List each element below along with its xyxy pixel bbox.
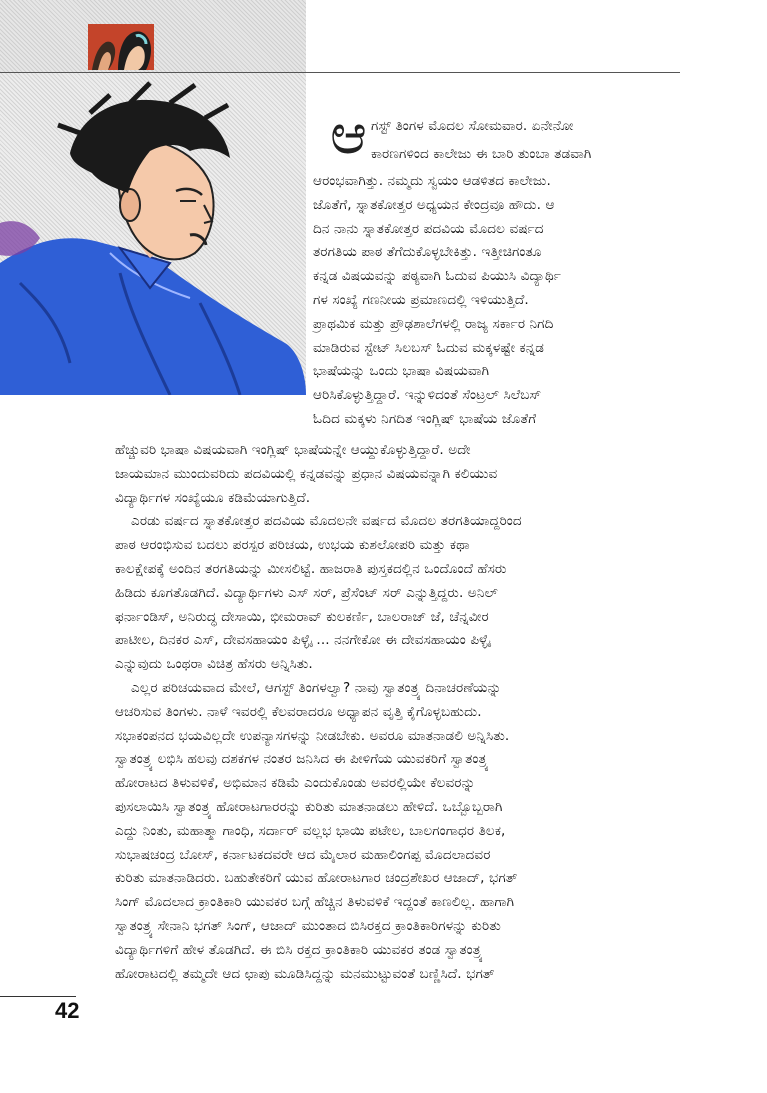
article-line: ಆಚರಿಸುವ ತಿಂಗಳು. ನಾಳೆ ಇವರಲ್ಲಿ ಕೆಲವರಾದರೂ ಅಧ್ಯಾಪನ ವೃತ್ತಿ ಕೈಗೊಳ್ಳಬಹುದು. <box>115 703 482 720</box>
article-line: ಆರಂಭವಾಗಿತ್ತು. ನಮ್ಮದು ಸ್ವಯಂ ಆಡಳಿತದ ಕಾಲೇಜು. <box>313 173 551 189</box>
article-line: ಹೆಚ್ಚುವರಿ ಭಾಷಾ ವಿಷಯವಾಗಿ ಇಂಗ್ಲಿಷ್ ಭಾಷೆಯನ್ನೇ ಆಯ್ದುಕೊಳ್ಳುತ್ತಿದ್ದಾರೆ. ಅದೇ <box>115 442 471 458</box>
article-line: ಎರಡು ವರ್ಷದ ಸ್ನಾತಕೋತ್ತರ ಪದವಿಯ ಮೊದಲನೇ ವರ್ಷದ ಮೊದಲ ತರಗತಿಯಾದ್ದರಿಂದ <box>131 513 522 530</box>
article-line: ಪಾಠ ಆರಂಭಿಸುವ ಬದಲು ಪರಸ್ಪರ ಪರಿಚಯ, ಉಭಯ ಕುಶಲೋಪರಿ ಮತ್ತು ಕಥಾ <box>115 537 470 554</box>
article-line: ಕುರಿತು ಮಾತನಾಡಿದರು. ಬಹುತೇಕರಿಗೆ ಯುವ ಹೋರಾಟಗಾರ ಚಂದ್ರಶೇಖರ ಆಜಾದ್, ಭಗತ್ <box>115 870 518 887</box>
article-line: ಆರಿಸಿಕೊಳ್ಳುತ್ತಿದ್ದಾರೆ. ಇನ್ನುಳಿದಂತೆ ಸೆಂಟ್ರಲ್ ಸಿಲೆಬಸ್ <box>313 387 542 404</box>
article-line: ಜಾಯಮಾನ ಮುಂದುವರಿದು ಪದವಿಯಲ್ಲಿ ಕನ್ನಡವನ್ನು ಪ್ರಧಾನ ವಿಷಯವನ್ನಾಗಿ ಕಲಿಯುವ <box>115 465 498 482</box>
page-number: 42 <box>55 998 80 1023</box>
student-portrait-drawing <box>0 73 306 395</box>
article-line: ಕನ್ನಡ ವಿಷಯವನ್ನು ಪಠ್ಯವಾಗಿ ಓದುವ ಪಿಯುಸಿ ವಿದ್ಯಾರ್ಥಿ <box>313 268 561 285</box>
article-line: ಎದ್ದು ನಿಂತು, ಮಹಾತ್ಮಾ ಗಾಂಧಿ, ಸರ್ದಾರ್ ವಲ್ಲಭ ಭಾಯಿ ಪಟೇಲ, ಬಾಲಗಂಗಾಧರ ತಿಲಕ, <box>115 822 506 839</box>
article-line: ಓದಿದ ಮಕ್ಕಳು ನಿಗದಿತ ಇಂಗ್ಲಿಷ್ ಭಾಷೆಯ ಜೊತೆಗೆ <box>313 411 537 427</box>
article-line: ಕಾಲಕ್ಷೇಪಕ್ಕೆ ಅಂದಿನ ತರಗತಿಯನ್ನು ಮೀಸಲಿಟ್ಟೆ. ಹಾಜರಾತಿ ಪುಸ್ತಕದಲ್ಲಿನ ಒಂದೊಂದೆ ಹೆಸರು <box>115 561 507 577</box>
article-line: ಗಸ್ಟ್ ತಿಂಗಳ ಮೊದಲ ಸೋಮವಾರ. ಏನೇನೋ <box>371 118 574 134</box>
article-line: ಸಭಾಕಂಪನದ ಭಯವಿಲ್ಲದೇ ಉಪನ್ಯಾಸಗಳನ್ನು ನೀಡಬೇಕು. ಅವರೂ ಮಾತನಾಡಲಿ ಅನ್ನಿಸಿತು. <box>115 727 510 744</box>
article-line: ವಿದ್ಯಾರ್ಥಿಗಳ ಸಂಖ್ಯೆಯೂ ಕಡಿಮೆಯಾಗುತ್ತಿದೆ. <box>115 489 311 506</box>
drop-cap: ಆ <box>330 102 367 167</box>
article-line: ಪ್ರಾಥಮಿಕ ಮತ್ತು ಪ್ರೌಢಶಾಲೆಗಳಲ್ಲಿ ರಾಜ್ಯ ಸರ್ಕಾರ ನಿಗದಿ <box>313 315 554 332</box>
article-line: ಫರ್ನಾಂಡಿಸ್, ಅನಿರುದ್ಧ ದೇಸಾಯಿ, ಭೀಮರಾವ್ ಕುಲಕರ್ಣಿ, ಬಾಲರಾಜ್ ಜೆ, ಚೆನ್ನವೀರ <box>115 608 489 625</box>
article-line: ಎನ್ನುವುದು ಒಂಥರಾ ವಿಚಿತ್ರ ಹೆಸರು ಅನ್ನಿಸಿತು. <box>115 656 313 673</box>
article-line: ಎಲ್ಲರ ಪರಿಚಯವಾದ ಮೇಲೆ, ಆಗಸ್ಟ್ ತಿಂಗಳಲ್ವಾ? ನಾವು ಸ್ವಾತಂತ್ರ್ಯ ದಿನಾಚರಣೆಯನ್ನು <box>131 680 502 696</box>
article-line: ವಿದ್ಯಾರ್ಥಿಗಳಿಗೆ ಹೇಳ ತೊಡಗಿದೆ. ಈ ಬಿಸಿ ರಕ್ತದ ಕ್ರಾಂತಿಕಾರಿ ಯುವಕರ ತಂಡ ಸ್ವಾತಂತ್ರ್ಯ <box>115 941 484 958</box>
article-line: ಹೋರಾಟದಲ್ಲಿ ತಮ್ಮದೇ ಆದ ಛಾಪು ಮೂಡಿಸಿದ್ದನ್ನು ಮನಮುಟ್ಟುವಂತೆ ಬಣ್ಣಿಸಿದೆ. ಭಗತ್ <box>115 965 495 982</box>
article-line: ಸುಭಾಷಚಂದ್ರ ಬೋಸ್, ಕರ್ನಾಟಕದವರೇ ಆದ ಮೈಲಾರ ಮಹಾಲಿಂಗಪ್ಪ ಮೊದಲಾದವರ <box>115 846 491 863</box>
column-logo <box>88 24 154 70</box>
article-line: ಸ್ವಾತಂತ್ರ್ಯ ಲಭಿಸಿ ಹಲವು ದಶಕಗಳ ನಂತರ ಜನಿಸಿದ ಈ ಪೀಳಿಗೆಯ ಯುವಕರಿಗೆ ಸ್ವಾತಂತ್ರ್ಯ <box>115 751 489 768</box>
article-line: ಸಿಂಗ್ ಮೊದಲಾದ ಕ್ರಾಂತಿಕಾರಿ ಯುವಕರ ಬಗ್ಗೆ ಹೆಚ್ಚಿನ ತಿಳುವಳಿಕೆ ಇದ್ದಂತೆ ಕಾಣಲಿಲ್ಲ. ಹಾಗಾಗಿ <box>115 894 515 911</box>
article-line: ಹಿಡಿದು ಕೂಗತೊಡಗಿದೆ. ವಿದ್ಯಾರ್ಥಿಗಳು ಎಸ್ ಸರ್, ಪ್ರೆಸೆಂಟ್ ಸರ್ ಎನ್ನುತ್ತಿದ್ದರು. ಅನಿಲ್ <box>115 584 498 601</box>
article-line: ಹೋರಾಟದ ತಿಳುವಳಿಕೆ, ಅಭಿಮಾನ ಕಡಿಮೆ ಎಂದುಕೊಂಡು ಅವರಲ್ಲಿಯೇ ಕೆಲವರನ್ನು <box>115 775 476 792</box>
article-line: ದಿನ ನಾನು ಸ್ನಾತಕೋತ್ತರ ಪದವಿಯ ಮೊದಲ ವರ್ಷದ <box>313 220 544 237</box>
article-line: ಗಳ ಸಂಖ್ಯೆ ಗಣನೀಯ ಪ್ರಮಾಣದಲ್ಲಿ ಇಳಿಯುತ್ತಿದೆ. <box>313 292 529 308</box>
article-line: ಪಾಟೀಲ, ದಿನಕರ ಎಸ್, ದೇವಸಹಾಯಂ ಪಿಳ್ಳೈ ... ನನಗೇಕೋ ಈ ದೇವಸಹಾಯಂ ಪಿಳ್ಳೈ <box>115 632 491 649</box>
article-line: ತರಗತಿಯ ಪಾಠ ತೆಗೆದುಕೊಳ್ಳಬೇಕಿತ್ತು. ಇತ್ತೀಚಿಗಂತೂ <box>313 244 542 261</box>
article-line: ಪುಸಲಾಯಿಸಿ ಸ್ವಾತಂತ್ರ್ಯ ಹೋರಾಟಗಾರರನ್ನು ಕುರಿತು ಮಾತನಾಡಲು ಹೇಳಿದೆ. ಒಬ್ಬೊಬ್ಬರಾಗಿ <box>115 799 503 815</box>
article-line: ಭಾಷೆಯನ್ನು ಒಂದು ಭಾಷಾ ವಿಷಯವಾಗಿ <box>313 363 490 380</box>
article-line: ಕಾರಣಗಳಿಂದ ಕಾಲೇಜು ಈ ಬಾರಿ ತುಂಬಾ ತಡವಾಗಿ <box>371 146 592 162</box>
column-logo-art <box>88 24 154 70</box>
article-line: ಸ್ವಾತಂತ್ರ್ಯ ಸೇನಾನಿ ಭಗತ್ ಸಿಂಗ್, ಆಜಾದ್ ಮುಂತಾದ ಬಿಸಿರಕ್ತದ ಕ್ರಾಂತಿಕಾರಿಗಳನ್ನು ಕುರಿತು <box>115 918 501 934</box>
article-line: ಜೊತೆಗೆ, ಸ್ನಾತಕೋತ್ತರ ಅಧ್ಯಯನ ಕೇಂದ್ರವೂ ಹೌದು. ಆ <box>313 196 555 213</box>
article-line: ಮಾಡಿರುವ ಸ್ಟೇಟ್ ಸಿಲಬಸ್ ಓದುವ ಮಕ್ಕಳಷ್ಟೇ ಕನ್ನಡ <box>313 339 544 356</box>
article-illustration <box>0 73 306 395</box>
footer-rule <box>0 996 76 997</box>
